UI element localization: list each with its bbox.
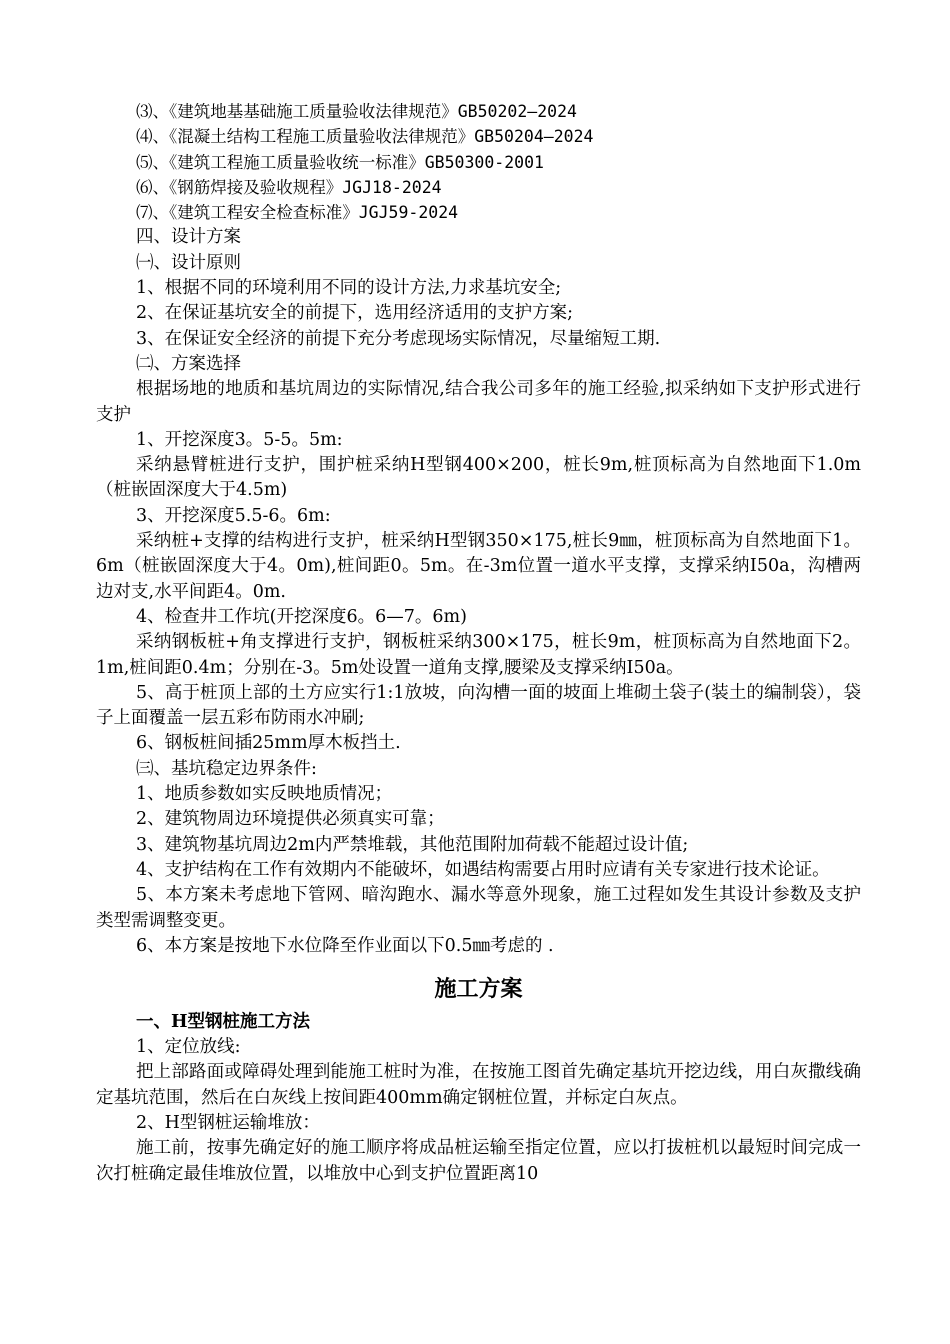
- step2-title: 2、H型钢桩运输堆放：: [136, 1112, 320, 1133]
- boundary-1: 1、地质参数如实反映地质情况；: [136, 784, 393, 805]
- item3-text: 采纳桩+支撑的结构进行支护，桩采纳H型钢350×175,桩长9㎜，桩顶标高为自然地面下1。6m（桩嵌固深度大于4。0m),桩间距0。5m。在-3m位置一道水平支撑，支撑采纳I50a，沟槽两边对支,水平间距4。0m.: [96, 531, 861, 602]
- section1-title: 一、H型钢桩施工方法: [136, 1012, 311, 1033]
- step1-text: 把上部路面或障碍处理到能施工桩时为准，在按施工图首先确定基坑开挖边线，用白灰撒线确定基坑范围，然后在白灰线上按间距400mm确定钢桩位置，并标定白灰点。: [96, 1062, 861, 1108]
- step2-text: 施工前，按事先确定好的施工顺序将成品桩运输至指定位置，应以打拔桩机以最短时间完成一次打桩确定最佳堆放位置，以堆放中心到支护位置距离10: [96, 1138, 861, 1184]
- item6-text: 6、钢板桩间插25mm厚木板挡土.: [136, 733, 401, 754]
- step1-title: 1、定位放线:: [136, 1037, 241, 1058]
- standard-item-6: ⑹、《钢筋焊接及验收规程》JGJ18-2024: [136, 177, 442, 197]
- item1-text: 采纳悬臂桩进行支护，围护桩采纳H型钢400×200，桩长9m,桩顶标高为自然地面下1.0m（桩嵌固深度大于4.5m): [96, 455, 861, 501]
- design-section-title: 四、设计方案: [136, 227, 241, 248]
- document-body: [96, 99, 861, 1187]
- boundary-4: 4、支护结构在工作有效期内不能破坏，如遇结构需要占用时应请有关专家进行技术论证。: [136, 859, 830, 880]
- item4-title: 4、检查井工作坑(开挖深度6。6—7。6m): [136, 606, 467, 627]
- item4-text: 采纳钢板桩+角支撑进行支护，钢板桩采纳300×175，桩长9m，桩顶标高为自然地面下2。1m,桩间距0.4m；分别在-3。5m处设置一道角支撑,腰梁及支撑采纳I50a。: [96, 632, 861, 678]
- principle-2: 2、在保证基坑安全的前提下，选用经济适用的支护方案;: [136, 303, 574, 324]
- standard-item-3: ⑶、《建筑地基基础施工质量验收法律规范》GB50202—2024: [136, 102, 577, 121]
- choice-title: ㈡、方案选择: [136, 353, 241, 374]
- boundary-3: 3、建筑物基坑周边2m内严禁堆载，其他范围附加荷载不能超过设计值;: [136, 834, 689, 855]
- boundary-2: 2、建筑物周边环境提供必须真实可靠；: [136, 809, 445, 830]
- principle-3: 3、在保证安全经济的前提下充分考虑现场实际情况，尽量缩短工期.: [136, 328, 661, 349]
- item1-title: 1、开挖深度3。5-5。5m:: [136, 429, 343, 450]
- standard-item-5: ⑸、《建筑工程施工质量验收统一标准》GB50300-2001: [136, 152, 544, 172]
- boundary-5: 5、本方案未考虑地下管网、暗沟跑水、漏水等意外现象，施工过程如发生其设计参数及支护类型需调整变更。: [96, 885, 861, 931]
- design-principle-title: ㈠、设计原则: [136, 252, 241, 273]
- standard-item-7: ⑺、《建筑工程安全检查标准》JGJ59-2024: [136, 203, 459, 223]
- boundary-title: ㈢、基坑稳定边界条件:: [136, 758, 317, 779]
- item3-title: 3、开挖深度5.5-6。6m:: [136, 505, 331, 526]
- item5-text: 5、高于桩顶上部的土方应实行1:1放坡，向沟槽一面的坡面上堆砌土袋子(装土的编制袋），袋子上面覆盖一层五彩布防雨水冲刷;: [96, 682, 861, 729]
- principle-1: 1、根据不同的环境利用不同的设计方法,力求基坑安全;: [136, 278, 562, 299]
- boundary-6: 6、本方案是按地下水位降至作业面以下0.5㎜考虑的 .: [136, 935, 554, 956]
- standard-item-4: ⑷、《混凝土结构工程施工质量验收法律规范》GB50204—2024: [136, 127, 594, 147]
- construction-title: 施工方案: [434, 976, 523, 1003]
- choice-intro: 根据场地的地质和基坑周边的实际情况,结合我公司多年的施工经验,拟采纳如下支护形式进行支护: [96, 379, 861, 425]
